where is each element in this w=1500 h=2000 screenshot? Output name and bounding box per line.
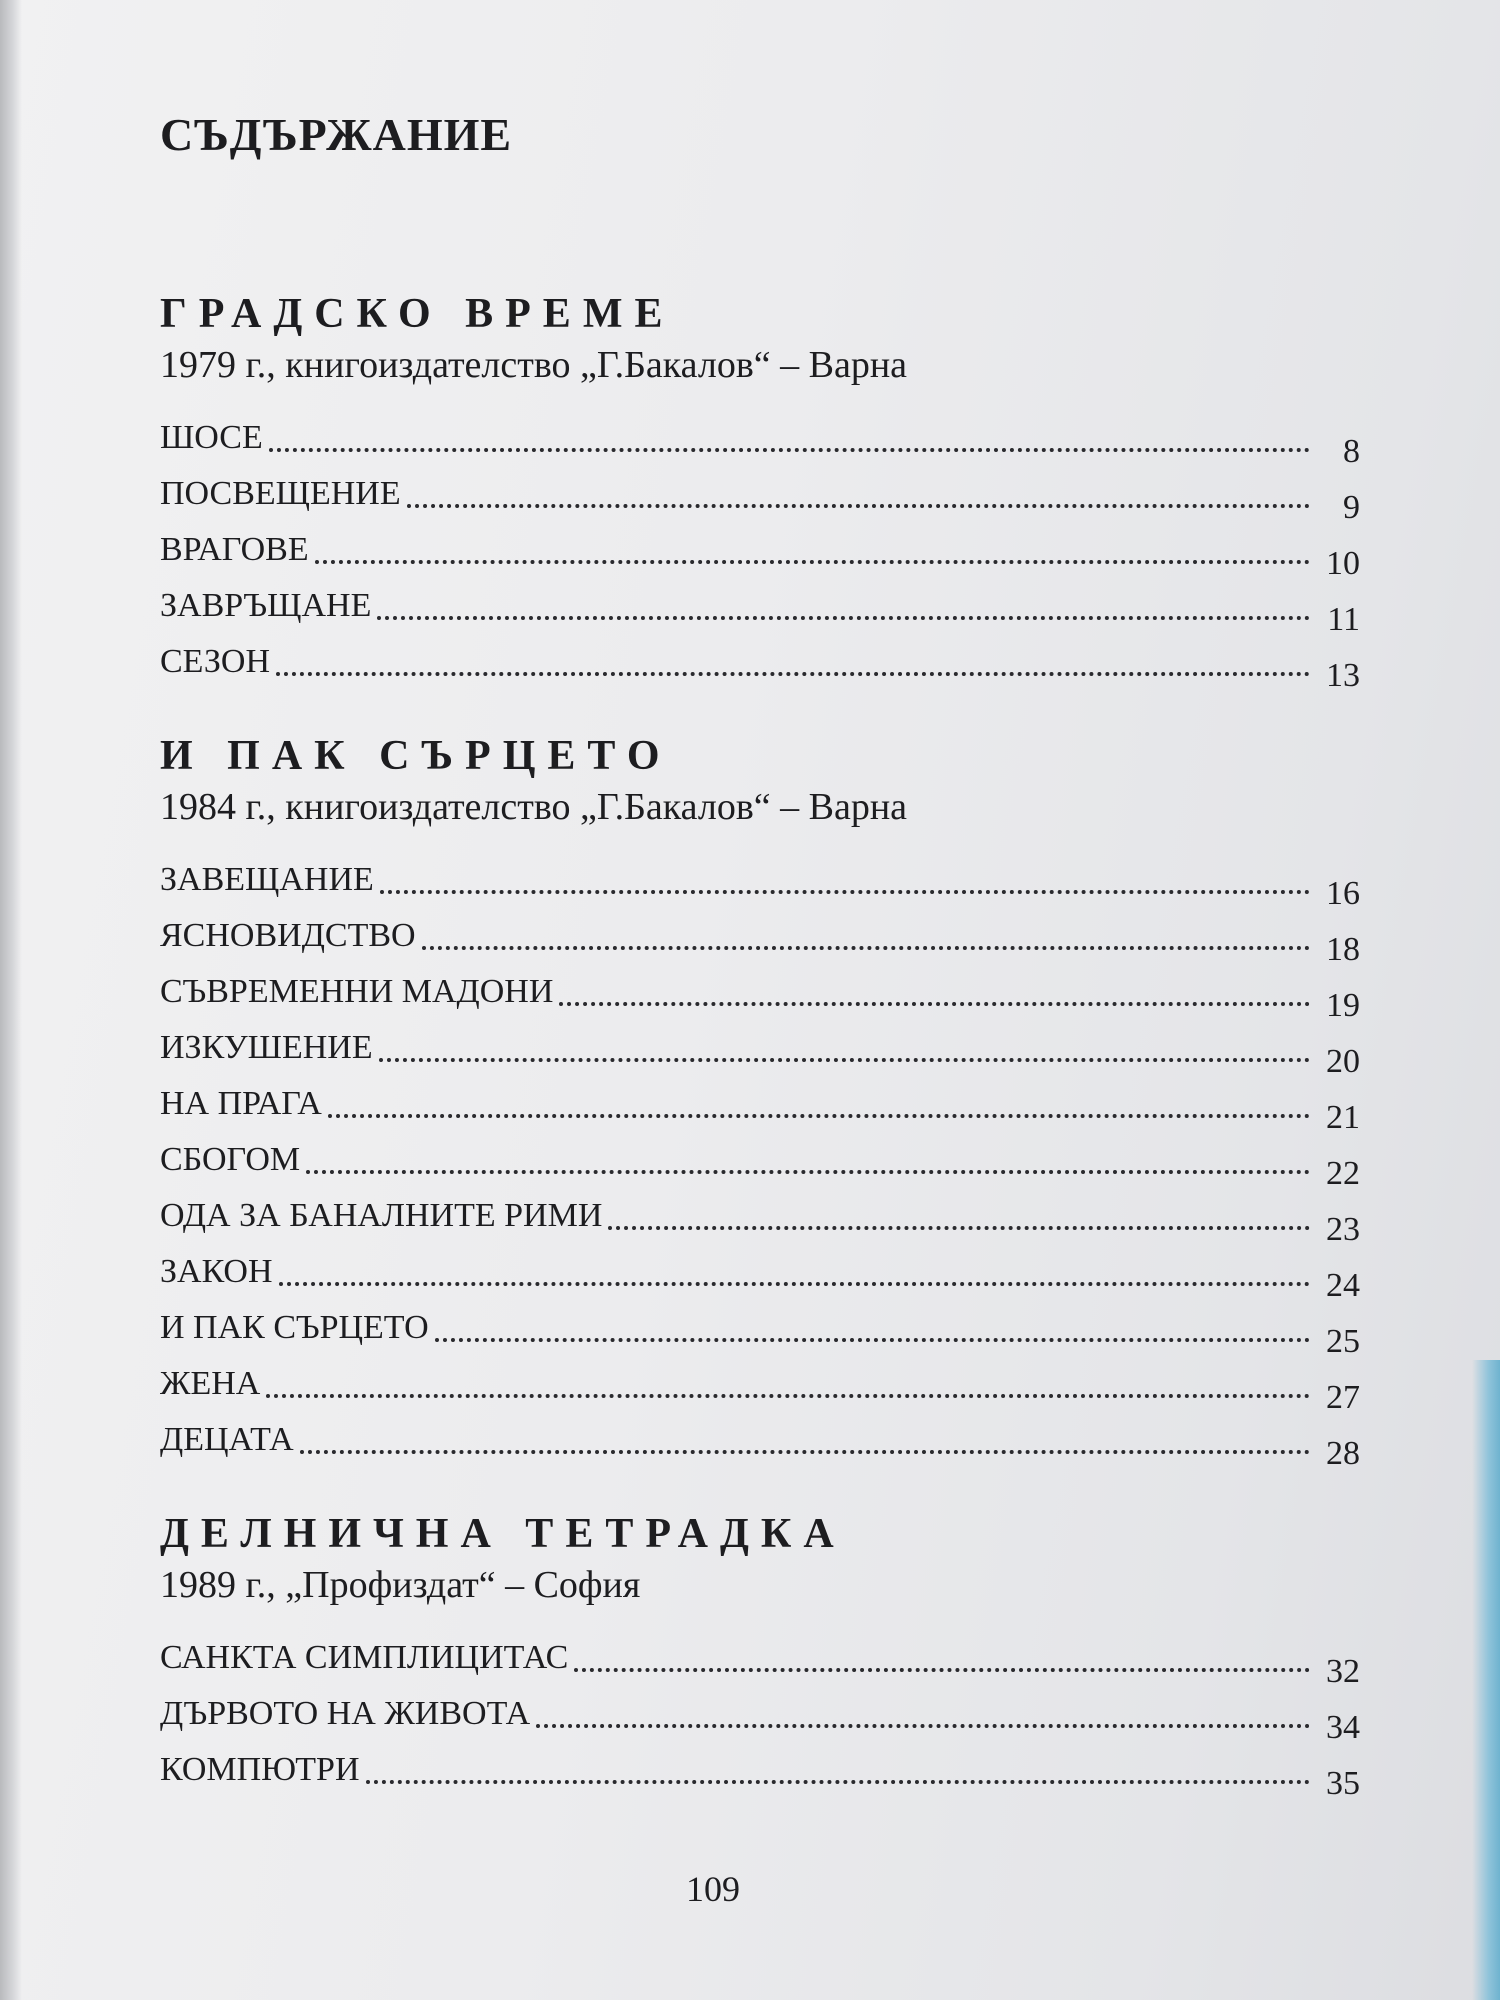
toc-entry [160,1734,1360,1802]
entry-title: СЕЗОН [160,643,271,680]
toc-entry [160,1068,1360,1136]
entry-list [160,1622,1360,1802]
dot-leader [559,1001,1310,1006]
dot-leader [380,889,1310,894]
toc-entry [160,626,1360,694]
entry-page-number: 20 [1326,1043,1360,1080]
entry-title: ИЗКУШЕНИЕ [160,1029,373,1066]
entry-title: ПОСВЕЩЕНИЕ [160,475,401,512]
entry-page-number: 8 [1343,433,1360,470]
toc-entry [160,1180,1360,1248]
entry-title: И ПАК СЪРЦЕТО [160,1309,429,1346]
entry-page-number: 23 [1326,1211,1360,1248]
toc-entry [160,844,1360,912]
dot-leader [266,1393,1310,1398]
toc-title: СЪДЪРЖАНИЕ [160,109,513,160]
dot-leader [435,1337,1310,1342]
entry-page-number: 10 [1326,545,1360,582]
entry-title: КОМПЮТРИ [160,1751,360,1788]
dot-leader [608,1225,1310,1230]
entry-page-number: 13 [1326,657,1360,694]
toc-entry [160,1622,1360,1690]
section-publication-info: 1979 г., книгоиздателство „Г.Бакалов“ – Варна [160,344,908,386]
dot-leader [279,1281,1310,1286]
dot-leader [306,1169,1310,1174]
dot-leader [377,615,1310,620]
entry-title: ЗАВЕЩАНИЕ [160,861,374,898]
toc-entry [160,1348,1360,1416]
entry-list [160,844,1360,1472]
entry-title: САНКТА СИМПЛИЦИТАС [160,1639,569,1676]
dot-leader [315,559,1310,564]
entry-title: ШОСЕ [160,419,263,456]
entry-page-number: 35 [1326,1765,1360,1802]
entry-page-number: 28 [1326,1435,1360,1472]
entry-title: ЯСНОВИДСТВО [160,917,416,954]
toc-entry [160,900,1360,968]
entry-page-number: 11 [1327,601,1360,638]
entry-page-number: 18 [1326,931,1360,968]
entry-title: ЗАВРЪЩАНЕ [160,587,372,624]
toc-entry [160,514,1360,582]
entry-page-number: 22 [1326,1155,1360,1192]
toc-entry [160,1236,1360,1304]
entry-page-number: 16 [1326,875,1360,912]
page-number: 109 [686,1869,740,1909]
dot-leader [269,447,1310,452]
entry-list [160,402,1360,694]
section-title: ГРАДСКО ВРЕМЕ [160,291,675,337]
toc-entry [160,1012,1360,1080]
section-publication-info: 1984 г., книгоиздателство „Г.Бакалов“ – Варна [160,786,908,828]
entry-title: ДЪРВОТО НА ЖИВОТА [160,1695,531,1732]
entry-page-number: 25 [1326,1323,1360,1360]
entry-page-number: 27 [1326,1379,1360,1416]
dot-leader [300,1449,1310,1454]
page-gutter-shadow [0,0,22,2000]
entry-title: ВРАГОВЕ [160,531,309,568]
dot-leader [422,945,1310,950]
toc-section [160,1508,1360,1802]
dot-leader [574,1667,1310,1672]
entry-page-number: 32 [1326,1653,1360,1690]
toc-entry [160,570,1360,638]
entry-title: НА ПРАГА [160,1085,322,1122]
entry-page-number: 21 [1326,1099,1360,1136]
dot-leader [328,1113,1310,1118]
dot-leader [536,1723,1310,1728]
cover-edge [1472,1360,1500,2000]
toc-entry [160,1124,1360,1192]
entry-title: ЗАКОН [160,1253,273,1290]
toc-entry [160,956,1360,1024]
toc-entry [160,1678,1360,1746]
toc-entry [160,1404,1360,1472]
dot-leader [276,671,1310,676]
toc-entry [160,458,1360,526]
table-of-contents [160,100,1360,1838]
entry-page-number: 24 [1326,1267,1360,1304]
toc-entry [160,1292,1360,1360]
section-title: ДЕЛНИЧНА ТЕТРАДКА [160,1511,846,1557]
dot-leader [407,503,1310,508]
toc-section [160,288,1360,694]
dot-leader [379,1057,1310,1062]
entry-page-number: 34 [1326,1709,1360,1746]
entry-title: ДЕЦАТА [160,1421,294,1458]
entry-title: ЖЕНА [160,1365,261,1402]
section-title: И ПАК СЪРЦЕТО [160,733,672,779]
section-publication-info: 1989 г., „Профиздат“ – София [160,1564,641,1606]
entry-page-number: 9 [1343,489,1360,526]
entry-page-number: 19 [1326,987,1360,1024]
dot-leader [366,1779,1310,1784]
entry-title: СЪВРЕМЕННИ МАДОНИ [160,973,554,1010]
toc-section [160,730,1360,1472]
entry-title: ОДА ЗА БАНАЛНИТЕ РИМИ [160,1197,603,1234]
entry-title: СБОГОМ [160,1141,301,1178]
toc-entry [160,402,1360,470]
